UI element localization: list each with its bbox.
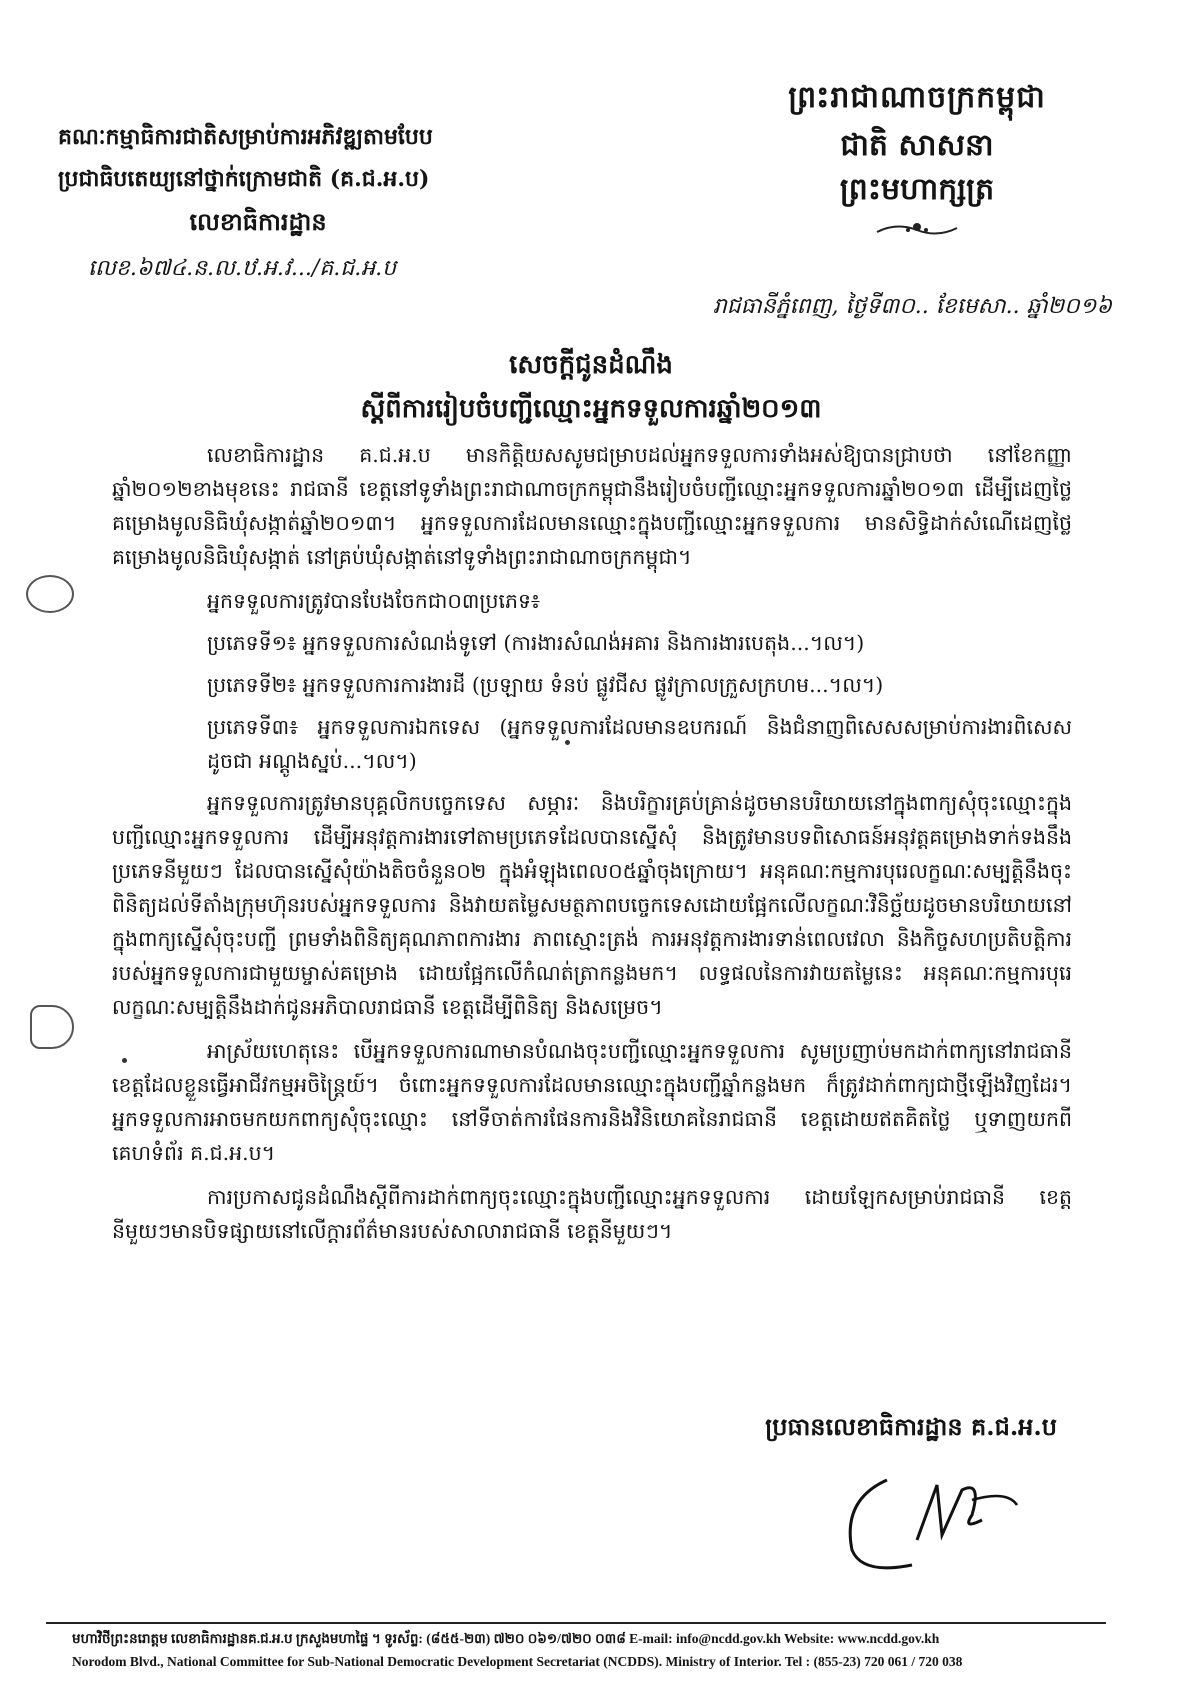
document-title [0, 348, 1182, 430]
reference-number: លេខ.៦៧៤.ន.ល.ឋ.អ.វ.../គ.ជ.អ.ប [88, 256, 397, 281]
handwritten-signature-icon [832, 1460, 1032, 1580]
contractor-type-3: ប្រភេទទី៣៖ អ្នកទទួលការឯកទេស (អ្នកទទួលការដែលមានឧបករណ៍ និងជំនាញពិសេសសម្រាប់ការងារពិសេស ដូចជា អណ្តូងស្នប់...។ល។) [207, 715, 1072, 773]
national-motto: ជាតិ សាសនា ព្រះមហាក្សត្រ [839, 128, 995, 207]
punch-hole-icon [26, 575, 74, 613]
body-paragraph-1: លេខាធិការដ្ឋាន គ.ជ.អ.ប មានកិត្តិយសសូមជម្រាបដល់អ្នកទទួលការទាំងអស់ឱ្យបានជ្រាបថា នៅខែកញ្ញា ឆ្នាំ២០១២ខាងមុខនេះ រាជធានី ខេត្តនៅទូទាំងព្រះរាជាណាចក្រកម្ពុជានឹងរៀបចំបញ្ជីឈ្មោះអ្នកទទួលការឆ្នាំ២០១៣ ដើម្បីដេញថ្លៃគម្រោងមូលនិធិឃុំសង្កាត់ឆ្នាំ២០១៣។ អ្នកទទួលការដែលមានឈ្មោះក្នុងបញ្ជីឈ្មោះអ្នកទទួលការ មានសិទ្ធិដាក់សំណើដេញថ្លៃគម្រោងមូលនិធិឃុំសង្កាត់ នៅគ្រប់ឃុំសង្កាត់នៅទូទាំងព្រះរាជាណាចក្រកម្ពុជា។ [112, 443, 1072, 569]
kingdom-header [767, 78, 1067, 244]
footer-contact-khmer: មហាវិថីព្រះនរោត្តម លេខាធិការដ្ឋានគ.ជ.អ.ប ក្រសួងមហាផ្ទៃ ។ ទូរស័ព្ទ: (៨៥៥-២៣) ៧២០ ០៦១/៧២០ ០៣៨ E-mail: info@ncdd.gov.kh Website: www.ncdd.gov.kh [72, 1631, 940, 1646]
kingdom-title: ព្រះរាជាណាចក្រកម្ពុជា [788, 80, 1046, 115]
body-paragraph-2: អ្នកទទួលការត្រូវមានបុគ្គលិកបច្ចេកទេស សម្ភារៈ និងបរិក្ខារគ្រប់គ្រាន់ដូចមានបរិយាយនៅក្នុងពាក្យសុំចុះឈ្មោះក្នុងបញ្ជីឈ្មោះអ្នកទទួលការ ដើម្បីអនុវត្តការងារទៅតាមប្រភេទដែលបានស្នើសុំ និងត្រូវមានបទពិសោធន៍អនុវត្តគម្រោងទាក់ទងនឹងប្រភេទនីមួយៗ ដែលបានស្នើសុំយ៉ាងតិចចំនួន០២ ក្នុងអំឡុងពេល០៥ឆ្នាំចុងក្រោយ។ អនុគណៈកម្មការបុរេលក្ខណៈសម្បត្តិនឹងចុះពិនិត្យដល់ទីតាំងក្រុមហ៊ុនរបស់អ្នកទទួលការ និងវាយតម្លៃសមត្ថភាពបច្ចេកទេសដោយផ្អែកលើលក្ខណៈវិនិច្ឆ័យដូចមានបរិយាយនៅក្នុងពាក្យស្នើសុំចុះបញ្ជី ព្រមទាំងពិនិត្យគុណភាពការងារ ភាពស្មោះត្រង់ ការអនុវត្តការងារទាន់ពេលវេលា និងកិច្ចសហប្រតិបត្តិការរបស់អ្នកទទួលការជាមួយម្ចាស់គម្រោង ដោយផ្អែកលើកំណត់ត្រាកន្លងមក។ លទ្ធផលនៃការវាយតម្លៃនេះ អនុគណៈកម្មការបុរេលក្ខណៈសម្បត្តិនឹងដាក់ជូនអភិបាលរាជធានី ខេត្តដើម្បីពិនិត្យ និងសម្រេច។ [112, 791, 1072, 1019]
contractor-type-2: ប្រភេទទី២៖ អ្នកទទួលការការងារដី (ប្រឡាយ ទំនប់ ផ្លូវជីស ផ្លូវក្រាលក្រួសក្រហម...។ល។) [207, 673, 884, 697]
footer [72, 1630, 1112, 1670]
punch-hole-icon [30, 1005, 74, 1049]
ornament-icon [872, 218, 962, 240]
signatory-title: ប្រធានលេខាធិការដ្ឋាន គ.ជ.អ.ប [765, 1412, 1057, 1441]
footer-divider [46, 1622, 1106, 1624]
date-line: រាជធានីភ្នំពេញ, ថ្ងៃទី៣០.. ខែមេសា.. ឆ្នាំ២០១៦ [712, 294, 1112, 319]
secretariat-label: លេខាធិការដ្ឋាន [189, 207, 327, 236]
body-paragraph-4: ការប្រកាសជូនដំណឹងស្តីពីការដាក់ពាក្យចុះឈ្មោះក្នុងបញ្ជីឈ្មោះអ្នកទទួលការ ដោយឡែកសម្រាប់រាជធានី ខេត្តនីមួយៗមានបិទផ្សាយនៅលើក្តារព័ត៌មានរបស់សាលារាជធានី ខេត្តនីមួយៗ។ [112, 1185, 1072, 1243]
contractor-type-1: ប្រភេទទី១៖ អ្នកទទួលការសំណង់ទូទៅ (ការងារសំណង់អគារ និងការងារបេតុង...។ល។) [207, 631, 865, 655]
types-intro: អ្នកទទួលការត្រូវបានបែងចែកជា០៣ប្រភេទ៖ [207, 589, 541, 613]
document-body [112, 438, 1072, 1258]
committee-header [58, 123, 528, 286]
footer-contact-english: Norodom Blvd., National Committee for Sub-National Democratic Development Secretariat (NCDDS). Ministry of Interior. Tel : (855-23) 720 061 / 720 038 [72, 1654, 963, 1669]
scan-speck-icon [565, 740, 570, 745]
title-line1: សេចក្តីជូនដំណឹង [509, 350, 673, 380]
committee-name-line1: គណៈកម្មាធិការជាតិសម្រាប់ការអភិវឌ្ឍតាមបែប [58, 124, 433, 150]
scan-speck-icon [122, 1058, 127, 1063]
body-paragraph-3: អាស្រ័យហេតុនេះ បើអ្នកទទួលការណាមានបំណងចុះបញ្ជីឈ្មោះអ្នកទទួលការ សូមប្រញាប់មកដាក់ពាក្យនៅរាជធានី ខេត្តដែលខ្លួនធ្វើអាជីវកម្មអចិន្ត្រៃយ៍។ ចំពោះអ្នកទទួលការដែលមានឈ្មោះក្នុងបញ្ជីឆ្នាំកន្លងមក ក៏ត្រូវដាក់ពាក្យជាថ្មីឡើងវិញដែរ។ អ្នកទទួលការអាចមកយកពាក្យសុំចុះឈ្មោះ នៅទីចាត់ការផែនការនិងវិនិយោគនៃរាជធានី ខេត្តដោយឥតគិតថ្លៃ ឬទាញយកពីគេហទំព័រ គ.ជ.អ.ប។ [112, 1039, 1072, 1165]
committee-name-line2: ប្រជាធិបតេយ្យនៅថ្នាក់ក្រោមជាតិ (គ.ជ.អ.ប) [58, 166, 430, 192]
title-line2: ស្តីពីការរៀបចំបញ្ជីឈ្មោះអ្នកទទួលការឆ្នាំ២០១៣ [360, 394, 822, 424]
